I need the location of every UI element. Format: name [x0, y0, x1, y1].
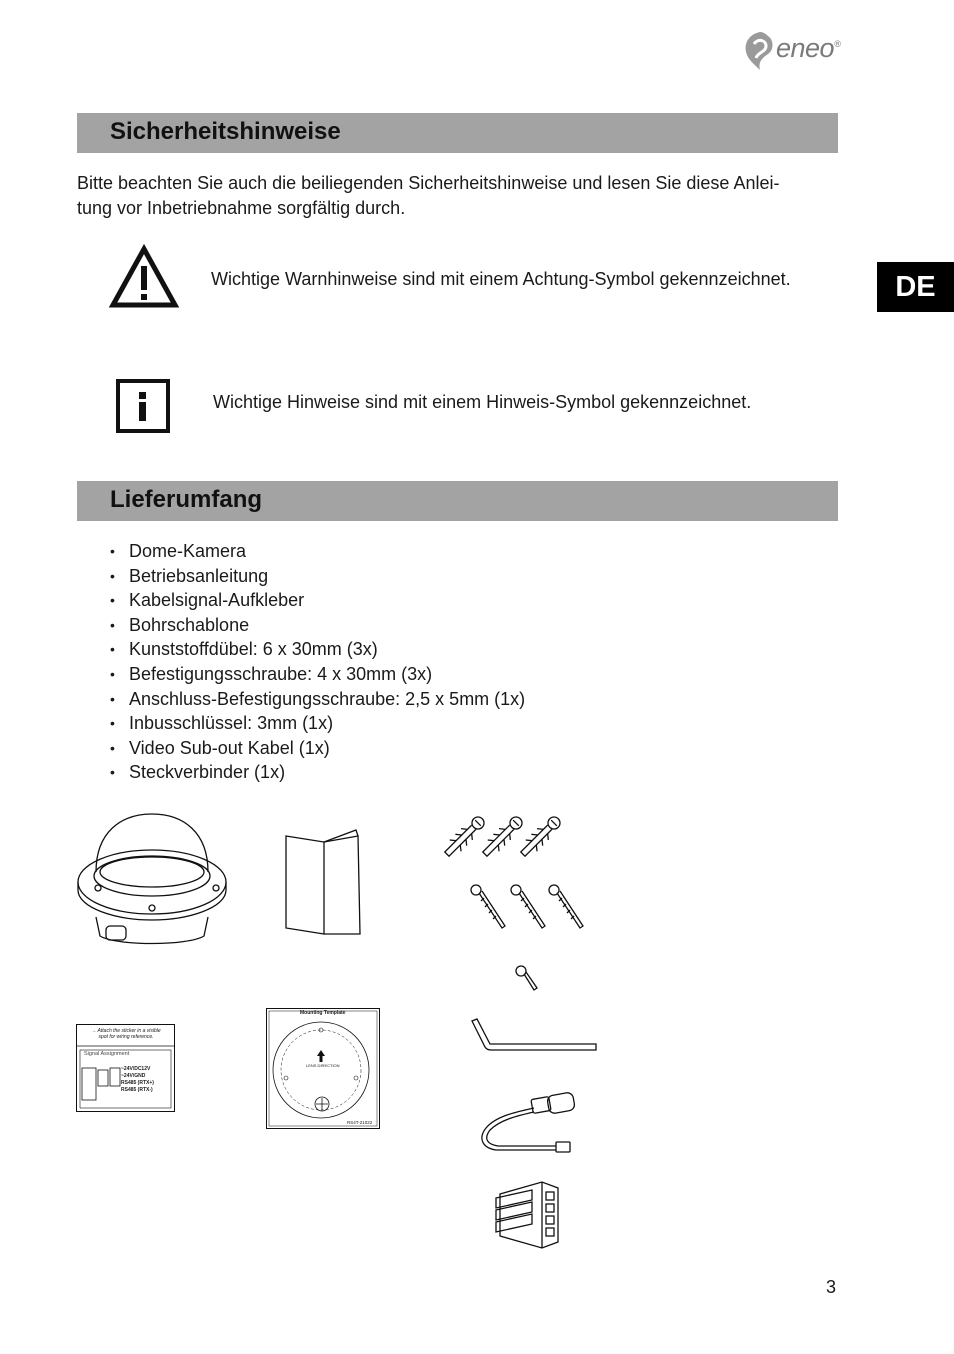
list-item: • Steckverbinder (1x)	[110, 760, 525, 785]
list-item: • Anschluss-Befestigungsschraube: 2,5 x 5mm (1x)	[110, 687, 525, 712]
terminal-connector-illustration	[492, 1180, 560, 1250]
info-note-text: Wichtige Hinweise sind mit einem Hinweis-Symbol gekennzeichnet.	[213, 392, 752, 412]
mounting-template-illustration	[266, 1008, 381, 1130]
brand-logo-text: eneo®	[776, 33, 841, 63]
list-item: • Befestigungsschraube: 4 x 30mm (3x)	[110, 662, 525, 687]
list-item: • Betriebsanleitung	[110, 564, 525, 589]
sticker-title: Signal Assignment	[84, 1051, 130, 1057]
template-title: Mounting Template	[300, 1010, 346, 1016]
section-header-safety	[77, 113, 838, 153]
list-item: • Inbusschlüssel: 3mm (1x)	[110, 711, 525, 736]
section-header-delivery	[77, 481, 838, 521]
delivery-list	[110, 539, 525, 785]
eneo-logo-icon	[740, 30, 780, 72]
manual-booklet-illustration	[284, 828, 362, 936]
mounting-screws-illustration	[470, 884, 588, 932]
video-cable-illustration	[476, 1092, 580, 1156]
info-icon	[116, 379, 170, 433]
template-code: RS4T-21022	[347, 1120, 373, 1125]
allen-key-illustration	[470, 1019, 600, 1053]
section-title-delivery: Lieferumfang	[110, 486, 263, 513]
wall-plugs-illustration	[470, 815, 586, 863]
section-title-safety: Sicherheitshinweise	[110, 118, 341, 145]
language-tab: DE	[877, 262, 954, 312]
small-screw-illustration	[514, 964, 538, 992]
safety-intro-text: Bitte beachten Sie auch die beiliegenden Sicherheitshinweise und lesen Sie diese Anlei- tung vor Inbetriebnahme sorgfältig durch.	[77, 173, 780, 218]
list-item: • Bohrschablone	[110, 613, 525, 638]
list-item: • Kabelsignal-Aufkleber	[110, 588, 525, 613]
sticker-signal-lines: ~24V/DC12V ~24V/GND RS485 (RTX+) RS485 (RTX-)	[121, 1066, 154, 1093]
template-lens-label: LENS DIRECTION	[306, 1063, 340, 1068]
warning-triangle-icon	[110, 246, 178, 308]
list-item: • Dome-Kamera	[110, 539, 525, 564]
list-item: • Video Sub-out Kabel (1x)	[110, 736, 525, 761]
dome-camera-illustration	[76, 812, 228, 952]
sticker-header: → Attach the sticker in a visible spot for wiring reference.	[91, 1028, 161, 1040]
warning-note-text: Wichtige Warnhinweise sind mit einem Achtung-Symbol gekennzeichnet.	[211, 269, 791, 289]
page-number: 3	[826, 1277, 837, 1297]
list-item: • Kunststoffdübel: 6 x 30mm (3x)	[110, 637, 525, 662]
